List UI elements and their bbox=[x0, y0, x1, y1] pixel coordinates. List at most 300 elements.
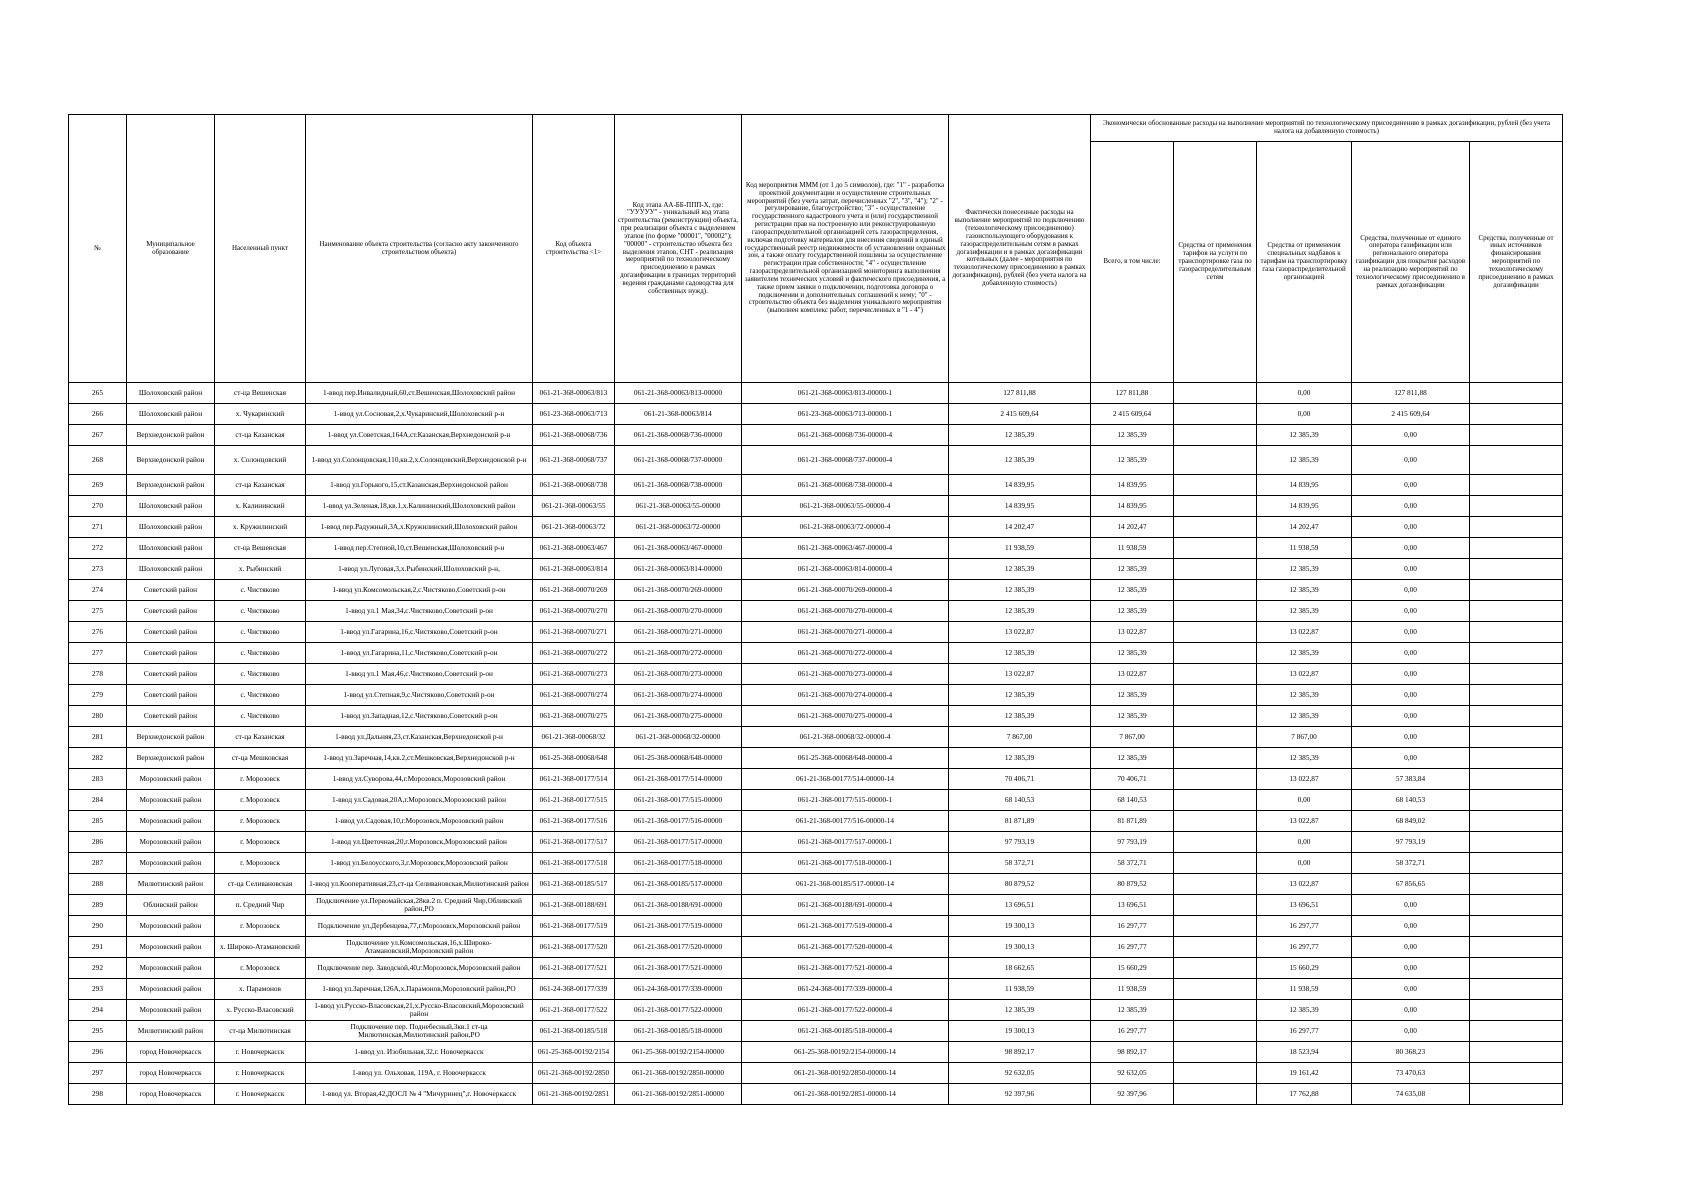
total-cell: 16 297,77 bbox=[1091, 916, 1174, 937]
object-name-cell: 1-ввод ул.Комсомольская,2,с.Чистяково,Советский р-он bbox=[306, 580, 533, 601]
table-row bbox=[69, 832, 1563, 853]
object-code-cell: 061-21-368-00070/274 bbox=[533, 685, 615, 706]
object-code-cell: 061-21-368-00070/270 bbox=[533, 601, 615, 622]
table-row bbox=[69, 496, 1563, 517]
object-name-cell: 1-ввод ул. Изобильная,32,г. Новочеркасск bbox=[306, 1042, 533, 1063]
object-code-cell: 061-21-368-00177/514 bbox=[533, 769, 615, 790]
actual-costs-cell: 19 300,13 bbox=[949, 1021, 1091, 1042]
operator-funds-cell: 0,00 bbox=[1352, 727, 1470, 748]
markup-funds-cell: 11 938,59 bbox=[1257, 538, 1352, 559]
stage-code-cell: 061-21-368-00070/273-00000 bbox=[615, 664, 742, 685]
markup-funds-cell: 16 297,77 bbox=[1257, 1021, 1352, 1042]
event-code-cell: 061-24-368-00177/339-00000-4 bbox=[742, 979, 949, 1000]
row-number: 292 bbox=[69, 958, 127, 979]
table-row bbox=[69, 538, 1563, 559]
tariff-funds-cell bbox=[1174, 1000, 1257, 1021]
table-row bbox=[69, 425, 1563, 446]
object-name-cell: 1-ввод ул.Горького,15,ст.Казанская,Верхнедонской район bbox=[306, 475, 533, 496]
actual-costs-cell: 127 811,88 bbox=[949, 383, 1091, 404]
report-table bbox=[68, 114, 1563, 1105]
other-funds-cell bbox=[1470, 1042, 1563, 1063]
municipality-cell: Морозовский район bbox=[127, 916, 215, 937]
total-cell: 2 415 609,64 bbox=[1091, 404, 1174, 425]
object-code-cell: 061-24-368-00177/339 bbox=[533, 979, 615, 1000]
total-cell: 70 406,71 bbox=[1091, 769, 1174, 790]
object-code-cell: 061-23-368-00063/713 bbox=[533, 404, 615, 425]
table-header bbox=[69, 115, 1563, 383]
object-code-cell: 061-21-368-00177/521 bbox=[533, 958, 615, 979]
object-name-cell: 1-ввод ул.1 Мая,34,с.Чистяково,Советский р-он bbox=[306, 601, 533, 622]
header-municipality: Муниципальное образование bbox=[127, 115, 215, 383]
row-number: 272 bbox=[69, 538, 127, 559]
row-number: 281 bbox=[69, 727, 127, 748]
actual-costs-cell: 58 372,71 bbox=[949, 853, 1091, 874]
object-name-cell: 1-ввод ул.Садовая,10,г.Морозовск,Морозовский район bbox=[306, 811, 533, 832]
object-name-cell: 1-ввод ул.Цветочная,20,г.Морозовск,Морозовский район bbox=[306, 832, 533, 853]
object-code-cell: 061-21-368-00063/55 bbox=[533, 496, 615, 517]
municipality-cell: город Новочеркасск bbox=[127, 1042, 215, 1063]
total-cell: 68 140,53 bbox=[1091, 790, 1174, 811]
operator-funds-cell: 0,00 bbox=[1352, 496, 1470, 517]
table-row bbox=[69, 559, 1563, 580]
total-cell: 7 867,00 bbox=[1091, 727, 1174, 748]
actual-costs-cell: 12 385,39 bbox=[949, 643, 1091, 664]
actual-costs-cell: 14 839,95 bbox=[949, 475, 1091, 496]
stage-code-cell: 061-21-368-00063/813-00000 bbox=[615, 383, 742, 404]
other-funds-cell bbox=[1470, 475, 1563, 496]
settlement-cell: х. Чукаринский bbox=[215, 404, 306, 425]
settlement-cell: х. Рыбинский bbox=[215, 559, 306, 580]
event-code-cell: 061-21-368-00068/738-00000-4 bbox=[742, 475, 949, 496]
actual-costs-cell: 13 022,87 bbox=[949, 622, 1091, 643]
other-funds-cell bbox=[1470, 622, 1563, 643]
object-name-cell: Подключение ул.Первомайская,28кв.2 п. Средний Чир,Обливский район,РО bbox=[306, 895, 533, 916]
row-number: 282 bbox=[69, 748, 127, 769]
municipality-cell: Верхнедонской район bbox=[127, 446, 215, 475]
markup-funds-cell: 14 202,47 bbox=[1257, 517, 1352, 538]
stage-code-cell: 061-21-368-00070/271-00000 bbox=[615, 622, 742, 643]
event-code-cell: 061-21-368-00185/517-00000-14 bbox=[742, 874, 949, 895]
operator-funds-cell: 127 811,88 bbox=[1352, 383, 1470, 404]
actual-costs-cell: 12 385,39 bbox=[949, 425, 1091, 446]
tariff-funds-cell bbox=[1174, 832, 1257, 853]
settlement-cell: х. Широко-Атамановский bbox=[215, 937, 306, 958]
total-cell: 15 660,29 bbox=[1091, 958, 1174, 979]
event-code-cell: 061-21-368-00185/518-00000-4 bbox=[742, 1021, 949, 1042]
stage-code-cell: 061-21-368-00063/814 bbox=[615, 404, 742, 425]
other-funds-cell bbox=[1470, 958, 1563, 979]
other-funds-cell bbox=[1470, 748, 1563, 769]
event-code-cell: 061-21-368-00070/275-00000-4 bbox=[742, 706, 949, 727]
tariff-funds-cell bbox=[1174, 979, 1257, 1000]
actual-costs-cell: 92 632,05 bbox=[949, 1063, 1091, 1084]
municipality-cell: Верхнедонской район bbox=[127, 425, 215, 446]
municipality-cell: Обливский район bbox=[127, 895, 215, 916]
row-number: 290 bbox=[69, 916, 127, 937]
operator-funds-cell: 0,00 bbox=[1352, 664, 1470, 685]
header-actual-costs: Фактически понесенные расходы на выполнение мероприятий по подключению (технологическому присоединению) газоиспользующего оборудования к газораспределительным сетям в рамках догазификации и в рамках догазификации котельных (далее - мероприятия по технологическому присоединению в рамках догазификации), рублей (без учета налога на добавленную стоимость) bbox=[949, 115, 1091, 383]
event-code-cell: 061-21-368-00070/271-00000-4 bbox=[742, 622, 949, 643]
municipality-cell: Верхнедонской район bbox=[127, 475, 215, 496]
total-cell: 98 892,17 bbox=[1091, 1042, 1174, 1063]
event-code-cell: 061-21-368-00070/272-00000-4 bbox=[742, 643, 949, 664]
other-funds-cell bbox=[1470, 538, 1563, 559]
actual-costs-cell: 81 871,89 bbox=[949, 811, 1091, 832]
settlement-cell: х. Солонцовский bbox=[215, 446, 306, 475]
other-funds-cell bbox=[1470, 769, 1563, 790]
other-funds-cell bbox=[1470, 517, 1563, 538]
table-row bbox=[69, 580, 1563, 601]
municipality-cell: Шолоховский район bbox=[127, 559, 215, 580]
stage-code-cell: 061-21-368-00177/515-00000 bbox=[615, 790, 742, 811]
event-code-cell: 061-21-368-00177/519-00000-4 bbox=[742, 916, 949, 937]
table-row bbox=[69, 1084, 1563, 1105]
markup-funds-cell: 13 022,87 bbox=[1257, 811, 1352, 832]
operator-funds-cell: 0,00 bbox=[1352, 517, 1470, 538]
event-code-cell: 061-21-368-00070/273-00000-4 bbox=[742, 664, 949, 685]
tariff-funds-cell bbox=[1174, 1042, 1257, 1063]
markup-funds-cell: 12 385,39 bbox=[1257, 425, 1352, 446]
municipality-cell: Морозовский район bbox=[127, 937, 215, 958]
actual-costs-cell: 68 140,53 bbox=[949, 790, 1091, 811]
markup-funds-cell: 0,00 bbox=[1257, 404, 1352, 425]
table-row bbox=[69, 1000, 1563, 1021]
table-row bbox=[69, 664, 1563, 685]
row-number: 296 bbox=[69, 1042, 127, 1063]
other-funds-cell bbox=[1470, 496, 1563, 517]
object-name-cell: 1-ввод ул.Степная,9,с.Чистяково,Советский р-он bbox=[306, 685, 533, 706]
actual-costs-cell: 98 892,17 bbox=[949, 1042, 1091, 1063]
table-row bbox=[69, 1063, 1563, 1084]
stage-code-cell: 061-21-368-00070/270-00000 bbox=[615, 601, 742, 622]
total-cell: 14 202,47 bbox=[1091, 517, 1174, 538]
table-row bbox=[69, 937, 1563, 958]
municipality-cell: город Новочеркасск bbox=[127, 1063, 215, 1084]
municipality-cell: город Новочеркасск bbox=[127, 1084, 215, 1105]
municipality-cell: Советский район bbox=[127, 622, 215, 643]
table-row bbox=[69, 979, 1563, 1000]
row-number: 271 bbox=[69, 517, 127, 538]
settlement-cell: г. Морозовск bbox=[215, 916, 306, 937]
stage-code-cell: 061-21-368-00063/72-00000 bbox=[615, 517, 742, 538]
actual-costs-cell: 12 385,39 bbox=[949, 580, 1091, 601]
stage-code-cell: 061-21-368-00068/738-00000 bbox=[615, 475, 742, 496]
tariff-funds-cell bbox=[1174, 404, 1257, 425]
event-code-cell: 061-21-368-00177/521-00000-4 bbox=[742, 958, 949, 979]
markup-funds-cell: 14 839,95 bbox=[1257, 496, 1352, 517]
actual-costs-cell: 70 406,71 bbox=[949, 769, 1091, 790]
object-name-cell: 1-ввод ул.Луговая,3,х.Рыбинский,Шолоховский р-н, bbox=[306, 559, 533, 580]
total-cell: 12 385,39 bbox=[1091, 643, 1174, 664]
object-code-cell: 061-21-368-00068/737 bbox=[533, 446, 615, 475]
object-code-cell: 061-21-368-00185/517 bbox=[533, 874, 615, 895]
operator-funds-cell: 73 470,63 bbox=[1352, 1063, 1470, 1084]
operator-funds-cell: 0,00 bbox=[1352, 446, 1470, 475]
table-row bbox=[69, 404, 1563, 425]
settlement-cell: с. Чистяково bbox=[215, 706, 306, 727]
document-page bbox=[68, 114, 1562, 1105]
other-funds-cell bbox=[1470, 685, 1563, 706]
object-name-cell: Подключение ул.Комсомольская,16,х.Широко-Атамановский,Морозовский район bbox=[306, 937, 533, 958]
total-cell: 92 632,05 bbox=[1091, 1063, 1174, 1084]
markup-funds-cell: 0,00 bbox=[1257, 853, 1352, 874]
stage-code-cell: 061-21-368-00177/519-00000 bbox=[615, 916, 742, 937]
table-row bbox=[69, 601, 1563, 622]
event-code-cell: 061-21-368-00192/2850-00000-14 bbox=[742, 1063, 949, 1084]
stage-code-cell: 061-21-368-00070/269-00000 bbox=[615, 580, 742, 601]
event-code-cell: 061-21-368-00177/514-00000-14 bbox=[742, 769, 949, 790]
markup-funds-cell: 12 385,39 bbox=[1257, 643, 1352, 664]
object-code-cell: 061-21-368-00177/522 bbox=[533, 1000, 615, 1021]
event-code-cell: 061-21-368-00070/270-00000-4 bbox=[742, 601, 949, 622]
object-code-cell: 061-25-368-00192/2154 bbox=[533, 1042, 615, 1063]
total-cell: 12 385,39 bbox=[1091, 1000, 1174, 1021]
row-number: 266 bbox=[69, 404, 127, 425]
stage-code-cell: 061-21-368-00192/2851-00000 bbox=[615, 1084, 742, 1105]
other-funds-cell bbox=[1470, 383, 1563, 404]
header-object-name: Наименование объекта строительства (согласно акту законченного строительством объекта) bbox=[306, 115, 533, 383]
actual-costs-cell: 80 879,52 bbox=[949, 874, 1091, 895]
object-code-cell: 061-21-368-00063/467 bbox=[533, 538, 615, 559]
total-cell: 92 397,96 bbox=[1091, 1084, 1174, 1105]
table-row bbox=[69, 853, 1563, 874]
municipality-cell: Верхнедонской район bbox=[127, 727, 215, 748]
stage-code-cell: 061-21-368-00177/516-00000 bbox=[615, 811, 742, 832]
markup-funds-cell: 13 696,51 bbox=[1257, 895, 1352, 916]
markup-funds-cell: 12 385,39 bbox=[1257, 748, 1352, 769]
municipality-cell: Морозовский район bbox=[127, 979, 215, 1000]
actual-costs-cell: 12 385,39 bbox=[949, 1000, 1091, 1021]
header-group-economic-costs: Экономически обоснованные расходы на выполнение мероприятий по технологическому присоединению в рамках догазификации, рублей (без учета налога на добавленную стоимость) bbox=[1091, 115, 1563, 142]
operator-funds-cell: 2 415 609,64 bbox=[1352, 404, 1470, 425]
stage-code-cell: 061-21-368-00177/522-00000 bbox=[615, 1000, 742, 1021]
table-row bbox=[69, 475, 1563, 496]
table-row bbox=[69, 958, 1563, 979]
total-cell: 12 385,39 bbox=[1091, 425, 1174, 446]
tariff-funds-cell bbox=[1174, 425, 1257, 446]
municipality-cell: Морозовский район bbox=[127, 832, 215, 853]
object-name-cell: 1-ввод пер.Степной,10,ст.Вешенская,Шолоховский р-н bbox=[306, 538, 533, 559]
markup-funds-cell: 12 385,39 bbox=[1257, 446, 1352, 475]
object-code-cell: 061-21-368-00192/2851 bbox=[533, 1084, 615, 1105]
tariff-funds-cell bbox=[1174, 727, 1257, 748]
stage-code-cell: 061-21-368-00070/272-00000 bbox=[615, 643, 742, 664]
operator-funds-cell: 0,00 bbox=[1352, 1021, 1470, 1042]
object-code-cell: 061-21-368-00070/269 bbox=[533, 580, 615, 601]
total-cell: 12 385,39 bbox=[1091, 601, 1174, 622]
markup-funds-cell: 13 022,87 bbox=[1257, 664, 1352, 685]
settlement-cell: х. Калининский bbox=[215, 496, 306, 517]
stage-code-cell: 061-21-368-00068/32-00000 bbox=[615, 727, 742, 748]
table-row bbox=[69, 643, 1563, 664]
other-funds-cell bbox=[1470, 811, 1563, 832]
operator-funds-cell: 0,00 bbox=[1352, 425, 1470, 446]
other-funds-cell bbox=[1470, 601, 1563, 622]
settlement-cell: х. Парамонов bbox=[215, 979, 306, 1000]
tariff-funds-cell bbox=[1174, 874, 1257, 895]
tariff-funds-cell bbox=[1174, 706, 1257, 727]
stage-code-cell: 061-21-368-00177/521-00000 bbox=[615, 958, 742, 979]
row-number: 284 bbox=[69, 790, 127, 811]
actual-costs-cell: 12 385,39 bbox=[949, 685, 1091, 706]
actual-costs-cell: 12 385,39 bbox=[949, 559, 1091, 580]
stage-code-cell: 061-21-368-00177/514-00000 bbox=[615, 769, 742, 790]
markup-funds-cell: 13 022,87 bbox=[1257, 874, 1352, 895]
markup-funds-cell: 13 022,87 bbox=[1257, 622, 1352, 643]
tariff-funds-cell bbox=[1174, 383, 1257, 404]
municipality-cell: Милютинский район bbox=[127, 874, 215, 895]
stage-code-cell: 061-21-368-00063/814-00000 bbox=[615, 559, 742, 580]
object-name-cell: 1-ввод ул.Гагарина,11,с.Чистяково,Советский р-он bbox=[306, 643, 533, 664]
row-number: 286 bbox=[69, 832, 127, 853]
event-code-cell: 061-21-368-00177/520-00000-4 bbox=[742, 937, 949, 958]
stage-code-cell: 061-21-368-00192/2850-00000 bbox=[615, 1063, 742, 1084]
actual-costs-cell: 2 415 609,64 bbox=[949, 404, 1091, 425]
object-code-cell: 061-21-368-00063/813 bbox=[533, 383, 615, 404]
municipality-cell: Шолоховский район bbox=[127, 538, 215, 559]
event-code-cell: 061-21-368-00177/516-00000-14 bbox=[742, 811, 949, 832]
other-funds-cell bbox=[1470, 979, 1563, 1000]
municipality-cell: Морозовский район bbox=[127, 958, 215, 979]
tariff-funds-cell bbox=[1174, 559, 1257, 580]
settlement-cell: с. Чистяково bbox=[215, 685, 306, 706]
markup-funds-cell: 13 022,87 bbox=[1257, 769, 1352, 790]
tariff-funds-cell bbox=[1174, 1084, 1257, 1105]
operator-funds-cell: 58 372,71 bbox=[1352, 853, 1470, 874]
row-number: 279 bbox=[69, 685, 127, 706]
actual-costs-cell: 11 938,59 bbox=[949, 979, 1091, 1000]
tariff-funds-cell bbox=[1174, 769, 1257, 790]
table-row bbox=[69, 727, 1563, 748]
settlement-cell: п. Средний Чир bbox=[215, 895, 306, 916]
operator-funds-cell: 67 856,65 bbox=[1352, 874, 1470, 895]
settlement-cell: ст-ца Казанская bbox=[215, 425, 306, 446]
actual-costs-cell: 7 867,00 bbox=[949, 727, 1091, 748]
markup-funds-cell: 19 161,42 bbox=[1257, 1063, 1352, 1084]
object-code-cell: 061-21-368-00192/2850 bbox=[533, 1063, 615, 1084]
total-cell: 127 811,88 bbox=[1091, 383, 1174, 404]
stage-code-cell: 061-21-368-00177/518-00000 bbox=[615, 853, 742, 874]
event-code-cell: 061-21-368-00063/467-00000-4 bbox=[742, 538, 949, 559]
object-name-cell: 1-ввод ул.Садовая,20А,г.Морозовск,Морозовский район bbox=[306, 790, 533, 811]
object-name-cell: 1-ввод ул.Заречная,126А,х.Парамонов,Морозовский район,РО bbox=[306, 979, 533, 1000]
object-name-cell: 1-ввод ул.Белоусского,3,г.Морозовск,Морозовский район bbox=[306, 853, 533, 874]
total-cell: 12 385,39 bbox=[1091, 706, 1174, 727]
operator-funds-cell: 0,00 bbox=[1352, 706, 1470, 727]
event-code-cell: 061-21-368-00063/814-00000-4 bbox=[742, 559, 949, 580]
other-funds-cell bbox=[1470, 580, 1563, 601]
table-body bbox=[69, 383, 1563, 1105]
municipality-cell: Шолоховский район bbox=[127, 404, 215, 425]
settlement-cell: г. Морозовск bbox=[215, 769, 306, 790]
tariff-funds-cell bbox=[1174, 853, 1257, 874]
markup-funds-cell: 14 839,95 bbox=[1257, 475, 1352, 496]
table-row bbox=[69, 769, 1563, 790]
event-code-cell: 061-21-368-00063/813-00000-1 bbox=[742, 383, 949, 404]
object-name-cell: Подключение пер. Поднебесный,3кв.1 ст-ца Милютинская,Милютинский район,РО bbox=[306, 1021, 533, 1042]
markup-funds-cell: 0,00 bbox=[1257, 832, 1352, 853]
actual-costs-cell: 19 300,13 bbox=[949, 916, 1091, 937]
municipality-cell: Шолоховский район bbox=[127, 517, 215, 538]
event-code-cell: 061-21-368-00188/691-00000-4 bbox=[742, 895, 949, 916]
operator-funds-cell: 0,00 bbox=[1352, 895, 1470, 916]
object-name-cell: 1-ввод ул.1 Мая,46,с.Чистяково,Советский р-он bbox=[306, 664, 533, 685]
actual-costs-cell: 18 662,65 bbox=[949, 958, 1091, 979]
object-code-cell: 061-21-368-00177/515 bbox=[533, 790, 615, 811]
tariff-funds-cell bbox=[1174, 580, 1257, 601]
operator-funds-cell: 0,00 bbox=[1352, 538, 1470, 559]
event-code-cell: 061-21-368-00177/522-00000-4 bbox=[742, 1000, 949, 1021]
settlement-cell: с. Чистяково bbox=[215, 622, 306, 643]
settlement-cell: г. Морозовск bbox=[215, 958, 306, 979]
table-row bbox=[69, 622, 1563, 643]
event-code-cell: 061-21-368-00192/2851-00000-14 bbox=[742, 1084, 949, 1105]
object-name-cell: Подключение пер. Заводской,40,г.Морозовск,Морозовский район bbox=[306, 958, 533, 979]
actual-costs-cell: 92 397,96 bbox=[949, 1084, 1091, 1105]
municipality-cell: Шолоховский район bbox=[127, 383, 215, 404]
other-funds-cell bbox=[1470, 664, 1563, 685]
operator-funds-cell: 0,00 bbox=[1352, 1000, 1470, 1021]
settlement-cell: ст-ца Селивановская bbox=[215, 874, 306, 895]
header-num: № bbox=[69, 115, 127, 383]
settlement-cell: ст-ца Вешенская bbox=[215, 383, 306, 404]
event-code-cell: 061-21-368-00063/72-00000-4 bbox=[742, 517, 949, 538]
settlement-cell: г. Новочеркасск bbox=[215, 1084, 306, 1105]
operator-funds-cell: 0,00 bbox=[1352, 958, 1470, 979]
operator-funds-cell: 0,00 bbox=[1352, 475, 1470, 496]
tariff-funds-cell bbox=[1174, 496, 1257, 517]
total-cell: 16 297,77 bbox=[1091, 1021, 1174, 1042]
object-code-cell: 061-21-368-00070/275 bbox=[533, 706, 615, 727]
settlement-cell: г. Новочеркасск bbox=[215, 1063, 306, 1084]
tariff-funds-cell bbox=[1174, 937, 1257, 958]
settlement-cell: г. Морозовск bbox=[215, 853, 306, 874]
tariff-funds-cell bbox=[1174, 664, 1257, 685]
header-operator-funds: Средства, полученные от единого оператора газификации или регионального оператора газификации для покрытия расходов на реализацию мероприятий по технологическому присоединению в рамках догазификации bbox=[1352, 142, 1470, 383]
actual-costs-cell: 13 022,87 bbox=[949, 664, 1091, 685]
municipality-cell: Советский район bbox=[127, 685, 215, 706]
table-row bbox=[69, 685, 1563, 706]
settlement-cell: г. Новочеркасск bbox=[215, 1042, 306, 1063]
total-cell: 14 839,95 bbox=[1091, 475, 1174, 496]
actual-costs-cell: 12 385,39 bbox=[949, 601, 1091, 622]
tariff-funds-cell bbox=[1174, 475, 1257, 496]
tariff-funds-cell bbox=[1174, 446, 1257, 475]
object-name-cell: Подключение ул.Дербенцева,77,г.Морозовск,Морозовский район bbox=[306, 916, 533, 937]
stage-code-cell: 061-21-368-00177/520-00000 bbox=[615, 937, 742, 958]
row-number: 295 bbox=[69, 1021, 127, 1042]
row-number: 297 bbox=[69, 1063, 127, 1084]
event-code-cell: 061-21-368-00177/518-00000-1 bbox=[742, 853, 949, 874]
other-funds-cell bbox=[1470, 874, 1563, 895]
municipality-cell: Морозовский район bbox=[127, 1000, 215, 1021]
tariff-funds-cell bbox=[1174, 685, 1257, 706]
markup-funds-cell: 0,00 bbox=[1257, 383, 1352, 404]
row-number: 276 bbox=[69, 622, 127, 643]
object-name-cell: 1-ввод ул.Гагарина,16,с.Чистяково,Советский р-он bbox=[306, 622, 533, 643]
other-funds-cell bbox=[1470, 404, 1563, 425]
event-code-cell: 061-21-368-00068/32-00000-4 bbox=[742, 727, 949, 748]
settlement-cell: х. Кружилинский bbox=[215, 517, 306, 538]
municipality-cell: Советский район bbox=[127, 664, 215, 685]
stage-code-cell: 061-25-368-00192/2154-00000 bbox=[615, 1042, 742, 1063]
actual-costs-cell: 97 793,19 bbox=[949, 832, 1091, 853]
total-cell: 80 879,52 bbox=[1091, 874, 1174, 895]
operator-funds-cell: 0,00 bbox=[1352, 622, 1470, 643]
object-name-cell: 1-ввод ул.Дальняя,23,ст.Казанская,Верхнедонской р-н bbox=[306, 727, 533, 748]
operator-funds-cell: 0,00 bbox=[1352, 748, 1470, 769]
stage-code-cell: 061-21-368-00068/737-00000 bbox=[615, 446, 742, 475]
